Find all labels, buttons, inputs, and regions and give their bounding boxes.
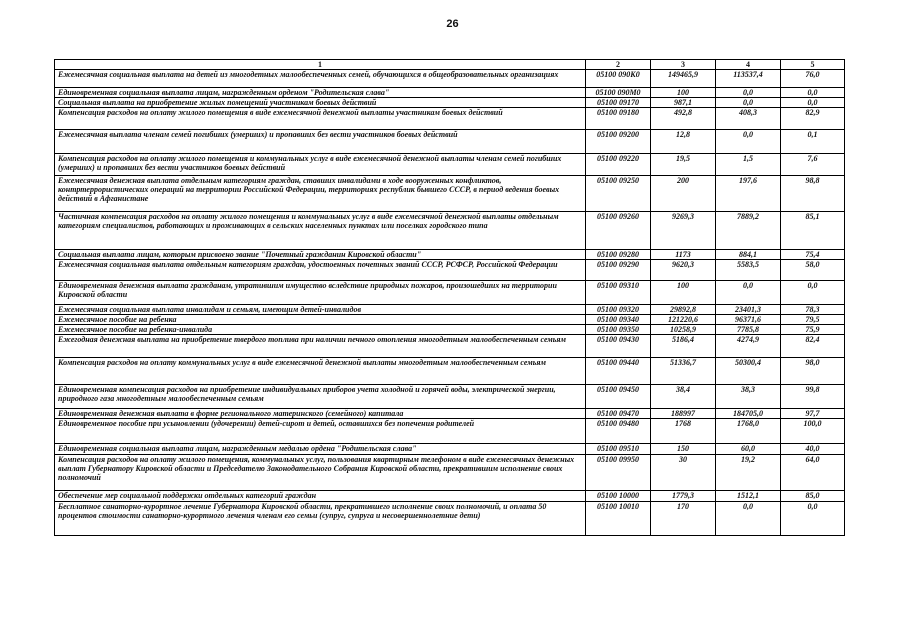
row-code: 05100 09220 [586, 154, 651, 176]
row-value-plan: 1173 [651, 250, 716, 260]
budget-table [54, 59, 845, 536]
row-code: 05100 09180 [586, 108, 651, 130]
table-row [55, 325, 845, 335]
row-description: Ежемесячное пособие на ребенка [55, 315, 586, 325]
row-value-percent: 58,0 [781, 260, 845, 281]
row-value-actual: 408,3 [716, 108, 781, 130]
row-value-percent: 76,0 [781, 70, 845, 88]
row-value-plan: 188997 [651, 409, 716, 419]
table-row [55, 455, 845, 491]
row-description: Частичная компенсация расходов на оплату жилого помещения и коммунальных услуг в виде ежемесячной денежной выплаты отдельным категориям специалистов, работающих и проживающих в сельских населенных пунктах или поселках городского типа [55, 212, 586, 250]
row-value-percent: 0,0 [781, 88, 845, 98]
table-row [55, 154, 845, 176]
row-description: Ежегодная денежная выплата на приобретение твердого топлива при наличии печного отопления многодетным малообеспеченным семьям [55, 335, 586, 358]
row-value-plan: 30 [651, 455, 716, 491]
row-description: Ежемесячная социальная выплата инвалидам и семьям, имеющим детей-инвалидов [55, 305, 586, 315]
row-value-actual: 60,0 [716, 444, 781, 455]
column-header-4: 4 [716, 60, 781, 70]
row-value-percent: 0,0 [781, 98, 845, 108]
row-code: 05100 09260 [586, 212, 651, 250]
row-value-percent: 85,0 [781, 491, 845, 502]
row-value-plan: 51336,7 [651, 358, 716, 385]
row-description: Обеспечение мер социальной поддержки отдельных категорий граждан [55, 491, 586, 502]
table-row [55, 315, 845, 325]
table-row [55, 409, 845, 419]
table-row [55, 98, 845, 108]
row-value-actual: 7889,2 [716, 212, 781, 250]
row-code: 05100 10000 [586, 491, 651, 502]
row-value-plan: 1768 [651, 419, 716, 444]
row-value-percent: 7,6 [781, 154, 845, 176]
row-value-plan: 38,4 [651, 385, 716, 409]
row-code: 05100 09170 [586, 98, 651, 108]
row-value-plan: 9269,3 [651, 212, 716, 250]
table-row [55, 502, 845, 536]
row-value-actual: 4274,9 [716, 335, 781, 358]
row-description: Единовременная социальная выплата лицам, награжденным медалью ордена "Родительская слава" [55, 444, 586, 455]
row-value-actual: 96371,6 [716, 315, 781, 325]
row-value-plan: 200 [651, 176, 716, 212]
row-value-percent: 98,8 [781, 176, 845, 212]
row-description: Ежемесячная выплата членам семей погибших (умерших) и пропавших без вести участников боевых действий [55, 130, 586, 154]
row-value-actual: 0,0 [716, 130, 781, 154]
row-value-actual: 0,0 [716, 88, 781, 98]
row-code: 05100 090К0 [586, 70, 651, 88]
row-value-percent: 82,9 [781, 108, 845, 130]
row-description: Компенсация расходов на оплату жилого помещения и коммунальных услуг в виде ежемесячной денежной выплаты членам семей погибших (умерших) и пропавших без вести участников боевых действий [55, 154, 586, 176]
table-row [55, 281, 845, 305]
row-description: Ежемесячная социальная выплата на детей из многодетных малообеспеченных семей, обучающихся в общеобразовательных организациях [55, 70, 586, 88]
row-value-plan: 492,8 [651, 108, 716, 130]
row-description: Компенсация расходов на оплату коммунальных услуг в виде ежемесячной денежной выплаты многодетным малообеспеченным семьям [55, 358, 586, 385]
row-code: 05100 09340 [586, 315, 651, 325]
column-header-3: 3 [651, 60, 716, 70]
row-value-percent: 0,1 [781, 130, 845, 154]
row-value-actual: 0,0 [716, 281, 781, 305]
column-header-5: 5 [781, 60, 845, 70]
row-value-actual: 1512,1 [716, 491, 781, 502]
row-value-plan: 12,8 [651, 130, 716, 154]
row-description: Компенсация расходов на оплату жилого помещения, коммунальных услуг, пользования квартирным телефоном в виде ежемесячных денежных выплат Губернатору Кировской области и Председателю Законодательного Собрания Кировской области, прекратившим исполнение своих полномочий [55, 455, 586, 491]
row-value-percent: 0,0 [781, 281, 845, 305]
row-value-plan: 10258,9 [651, 325, 716, 335]
row-description: Единовременное пособие при усыновлении (удочерении) детей-сирот и детей, оставшихся без попечения родителей [55, 419, 586, 444]
row-value-plan: 150 [651, 444, 716, 455]
row-code: 05100 09510 [586, 444, 651, 455]
row-value-plan: 149465,9 [651, 70, 716, 88]
row-code: 05100 09290 [586, 260, 651, 281]
row-value-actual: 23401,3 [716, 305, 781, 315]
row-code: 05100 09200 [586, 130, 651, 154]
table-row [55, 260, 845, 281]
row-value-percent: 75,9 [781, 325, 845, 335]
row-value-actual: 0,0 [716, 502, 781, 536]
table-row [55, 419, 845, 444]
table-row [55, 444, 845, 455]
row-code: 05100 09250 [586, 176, 651, 212]
row-value-actual: 0,0 [716, 98, 781, 108]
row-description: Единовременная денежная выплата в форме регионального материнского (семейного) капитала [55, 409, 586, 419]
table-row [55, 335, 845, 358]
table-row [55, 305, 845, 315]
row-value-actual: 113537,4 [716, 70, 781, 88]
row-description: Социальная выплата лицам, которым присвоено звание "Почетный гражданин Кировской области" [55, 250, 586, 260]
table-row [55, 385, 845, 409]
row-code: 05100 09350 [586, 325, 651, 335]
table-row [55, 358, 845, 385]
row-code: 05100 09280 [586, 250, 651, 260]
row-description: Бесплатное санаторно-курортное лечение Губернатора Кировской области, прекратившего исполнение своих полномочий, и оплата 50 процентов стоимости санаторно-курортного лечения членам его семьи (супруг, супруга и несовершеннолетние дети) [55, 502, 586, 536]
row-value-actual: 5583,5 [716, 260, 781, 281]
row-value-percent: 75,4 [781, 250, 845, 260]
row-value-actual: 7785,8 [716, 325, 781, 335]
row-value-actual: 19,2 [716, 455, 781, 491]
row-value-actual: 50300,4 [716, 358, 781, 385]
row-value-plan: 29892,8 [651, 305, 716, 315]
table-row [55, 176, 845, 212]
row-description: Единовременная денежная выплата гражданам, утратившим имущество вследствие природных пожаров, произошедших на территории Кировской области [55, 281, 586, 305]
row-description: Социальная выплата на приобретение жилых помещений участникам боевых действий [55, 98, 586, 108]
row-value-percent: 79,5 [781, 315, 845, 325]
row-value-percent: 64,0 [781, 455, 845, 491]
row-value-plan: 1779,3 [651, 491, 716, 502]
row-value-percent: 0,0 [781, 502, 845, 536]
row-code: 05100 09470 [586, 409, 651, 419]
row-description: Ежемесячная денежная выплата отдельным категориям граждан, ставших инвалидами в ходе вооруженных конфликтов, контртеррористических операций на территории Российской Федерации, территориях республик бывшего СССР, в период ведения боевых действий в Афганистане [55, 176, 586, 212]
row-value-actual: 1,5 [716, 154, 781, 176]
row-code: 05100 09430 [586, 335, 651, 358]
row-description: Ежемесячная социальная выплата отдельным категориям граждан, удостоенных почетных званий СССР, РСФСР, Российской Федерации [55, 260, 586, 281]
row-value-plan: 5186,4 [651, 335, 716, 358]
row-code: 05100 09480 [586, 419, 651, 444]
row-code: 05100 10010 [586, 502, 651, 536]
row-value-plan: 170 [651, 502, 716, 536]
row-value-actual: 184705,0 [716, 409, 781, 419]
row-code: 05100 09310 [586, 281, 651, 305]
row-description: Единовременная социальная выплата лицам, награжденным орденом "Родительская слава" [55, 88, 586, 98]
column-header-2: 2 [586, 60, 651, 70]
row-code: 05100 09320 [586, 305, 651, 315]
table-row [55, 250, 845, 260]
row-value-actual: 1768,0 [716, 419, 781, 444]
table-row [55, 491, 845, 502]
row-value-percent: 82,4 [781, 335, 845, 358]
row-code: 05100 090М0 [586, 88, 651, 98]
row-value-percent: 99,8 [781, 385, 845, 409]
table-row [55, 88, 845, 98]
column-header-1: 1 [55, 60, 586, 70]
row-value-actual: 197,6 [716, 176, 781, 212]
row-value-plan: 121220,6 [651, 315, 716, 325]
row-description: Компенсация расходов на оплату жилого помещения в виде ежемесячной денежной выплаты участникам боевых действий [55, 108, 586, 130]
row-value-plan: 100 [651, 88, 716, 98]
row-value-plan: 100 [651, 281, 716, 305]
table-row [55, 212, 845, 250]
row-value-percent: 98,0 [781, 358, 845, 385]
row-value-actual: 38,3 [716, 385, 781, 409]
row-value-plan: 9620,3 [651, 260, 716, 281]
row-code: 05100 09440 [586, 358, 651, 385]
row-description: Единовременная компенсация расходов на приобретение индивидуальных приборов учета холодной и горячей воды, электрической энергии, природного газа многодетным малообеспеченным семьям [55, 385, 586, 409]
table-row [55, 70, 845, 88]
row-value-plan: 19,5 [651, 154, 716, 176]
table-row [55, 130, 845, 154]
row-value-actual: 884,1 [716, 250, 781, 260]
row-value-plan: 987,1 [651, 98, 716, 108]
row-code: 05100 09450 [586, 385, 651, 409]
table-row [55, 108, 845, 130]
row-value-percent: 78,3 [781, 305, 845, 315]
row-value-percent: 97,7 [781, 409, 845, 419]
row-code: 05100 09950 [586, 455, 651, 491]
page-number: 26 [446, 18, 459, 30]
row-value-percent: 85,1 [781, 212, 845, 250]
table-header-row [55, 60, 845, 70]
row-description: Ежемесячное пособие на ребенка-инвалида [55, 325, 586, 335]
row-value-percent: 40,0 [781, 444, 845, 455]
row-value-percent: 100,0 [781, 419, 845, 444]
